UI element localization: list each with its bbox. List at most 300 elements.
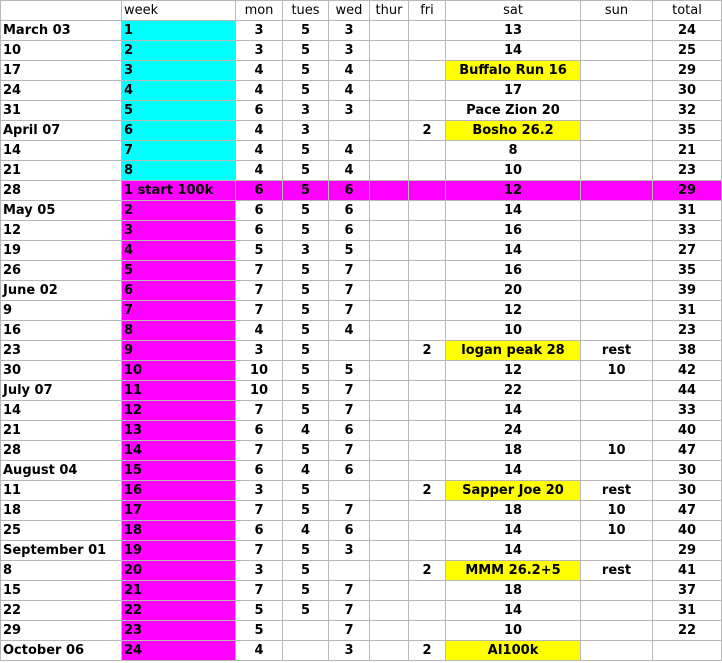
cell-thur[interactable]	[370, 141, 409, 161]
cell-tues[interactable]: 5	[283, 181, 329, 201]
cell-sat[interactable]: 10	[446, 161, 581, 181]
cell-total[interactable]: 31	[653, 301, 722, 321]
cell-mon[interactable]: 4	[236, 61, 283, 81]
cell-tues[interactable]: 5	[283, 401, 329, 421]
cell-week[interactable]: 4	[122, 241, 236, 261]
cell-thur[interactable]	[370, 461, 409, 481]
cell-tues[interactable]: 5	[283, 261, 329, 281]
cell-mon[interactable]: 3	[236, 481, 283, 501]
cell-date[interactable]: September 01	[1, 541, 122, 561]
cell-total[interactable]: 39	[653, 281, 722, 301]
cell-sat[interactable]: 14	[446, 401, 581, 421]
cell-sun[interactable]	[581, 381, 653, 401]
cell-tues[interactable]: 5	[283, 301, 329, 321]
header-wed[interactable]: wed	[329, 1, 370, 21]
cell-week[interactable]: 16	[122, 481, 236, 501]
cell-date[interactable]: 29	[1, 621, 122, 641]
cell-wed[interactable]: 6	[329, 181, 370, 201]
cell-wed[interactable]	[329, 121, 370, 141]
cell-date[interactable]: 21	[1, 421, 122, 441]
cell-week[interactable]: 6	[122, 121, 236, 141]
cell-fri[interactable]	[409, 101, 446, 121]
cell-thur[interactable]	[370, 561, 409, 581]
cell-sun[interactable]	[581, 181, 653, 201]
cell-tues[interactable]: 5	[283, 441, 329, 461]
cell-fri[interactable]	[409, 221, 446, 241]
cell-fri[interactable]	[409, 321, 446, 341]
cell-wed[interactable]: 7	[329, 281, 370, 301]
cell-sat[interactable]: 18	[446, 581, 581, 601]
cell-total[interactable]: 25	[653, 41, 722, 61]
cell-mon[interactable]: 10	[236, 361, 283, 381]
cell-week[interactable]: 7	[122, 141, 236, 161]
cell-date[interactable]: 18	[1, 501, 122, 521]
cell-mon[interactable]: 4	[236, 81, 283, 101]
cell-tues[interactable]: 5	[283, 581, 329, 601]
cell-mon[interactable]: 6	[236, 461, 283, 481]
cell-date[interactable]: 11	[1, 481, 122, 501]
cell-mon[interactable]: 4	[236, 121, 283, 141]
cell-sat[interactable]: Buffalo Run 16	[446, 61, 581, 81]
cell-wed[interactable]: 7	[329, 381, 370, 401]
cell-week[interactable]: 5	[122, 261, 236, 281]
cell-date[interactable]: 21	[1, 161, 122, 181]
cell-date[interactable]: 30	[1, 361, 122, 381]
cell-sat[interactable]: 10	[446, 621, 581, 641]
cell-sat[interactable]: Sapper Joe 20	[446, 481, 581, 501]
cell-tues[interactable]: 5	[283, 221, 329, 241]
cell-mon[interactable]: 3	[236, 341, 283, 361]
cell-week[interactable]: 2	[122, 201, 236, 221]
cell-thur[interactable]	[370, 541, 409, 561]
cell-mon[interactable]: 7	[236, 401, 283, 421]
cell-sat[interactable]: 14	[446, 41, 581, 61]
cell-total[interactable]: 24	[653, 21, 722, 41]
cell-mon[interactable]: 7	[236, 581, 283, 601]
cell-fri[interactable]	[409, 261, 446, 281]
cell-wed[interactable]: 4	[329, 81, 370, 101]
cell-fri[interactable]	[409, 381, 446, 401]
cell-fri[interactable]	[409, 281, 446, 301]
cell-sat[interactable]: logan peak 28	[446, 341, 581, 361]
cell-date[interactable]: 22	[1, 601, 122, 621]
cell-mon[interactable]: 7	[236, 261, 283, 281]
cell-thur[interactable]	[370, 21, 409, 41]
cell-mon[interactable]: 6	[236, 421, 283, 441]
cell-fri[interactable]	[409, 41, 446, 61]
header-total[interactable]: total	[653, 1, 722, 21]
cell-total[interactable]: 42	[653, 361, 722, 381]
cell-sun[interactable]	[581, 41, 653, 61]
cell-thur[interactable]	[370, 421, 409, 441]
cell-sat[interactable]: 12	[446, 301, 581, 321]
cell-week[interactable]: 22	[122, 601, 236, 621]
cell-tues[interactable]	[283, 621, 329, 641]
cell-total[interactable]: 44	[653, 381, 722, 401]
cell-thur[interactable]	[370, 361, 409, 381]
cell-date[interactable]: 28	[1, 441, 122, 461]
cell-fri[interactable]	[409, 161, 446, 181]
cell-date[interactable]: 14	[1, 141, 122, 161]
cell-week[interactable]: 21	[122, 581, 236, 601]
cell-mon[interactable]: 7	[236, 281, 283, 301]
cell-tues[interactable]: 5	[283, 141, 329, 161]
cell-tues[interactable]: 4	[283, 521, 329, 541]
cell-sat[interactable]: 14	[446, 521, 581, 541]
cell-wed[interactable]: 3	[329, 101, 370, 121]
cell-mon[interactable]: 4	[236, 321, 283, 341]
cell-fri[interactable]	[409, 541, 446, 561]
cell-sun[interactable]	[581, 161, 653, 181]
header-tues[interactable]: tues	[283, 1, 329, 21]
cell-sat[interactable]: 16	[446, 261, 581, 281]
cell-tues[interactable]: 5	[283, 341, 329, 361]
cell-sat[interactable]: AI100k	[446, 641, 581, 661]
cell-sun[interactable]	[581, 641, 653, 661]
cell-mon[interactable]: 5	[236, 601, 283, 621]
cell-tues[interactable]: 5	[283, 161, 329, 181]
cell-tues[interactable]: 5	[283, 601, 329, 621]
cell-mon[interactable]: 4	[236, 641, 283, 661]
cell-sat[interactable]: 17	[446, 81, 581, 101]
cell-week[interactable]: 9	[122, 341, 236, 361]
cell-wed[interactable]: 3	[329, 641, 370, 661]
cell-sun[interactable]	[581, 281, 653, 301]
cell-thur[interactable]	[370, 101, 409, 121]
cell-total[interactable]: 23	[653, 321, 722, 341]
cell-sun[interactable]	[581, 541, 653, 561]
cell-sun[interactable]: rest	[581, 561, 653, 581]
cell-tues[interactable]: 5	[283, 81, 329, 101]
cell-wed[interactable]	[329, 481, 370, 501]
cell-week[interactable]: 12	[122, 401, 236, 421]
cell-mon[interactable]: 6	[236, 181, 283, 201]
cell-wed[interactable]: 7	[329, 301, 370, 321]
cell-total[interactable]: 47	[653, 501, 722, 521]
cell-tues[interactable]: 5	[283, 481, 329, 501]
cell-thur[interactable]	[370, 61, 409, 81]
cell-thur[interactable]	[370, 581, 409, 601]
cell-mon[interactable]: 4	[236, 161, 283, 181]
cell-wed[interactable]: 4	[329, 141, 370, 161]
cell-sun[interactable]	[581, 261, 653, 281]
cell-sun[interactable]	[581, 401, 653, 421]
cell-date[interactable]: 26	[1, 261, 122, 281]
cell-total[interactable]: 21	[653, 141, 722, 161]
cell-wed[interactable]: 7	[329, 621, 370, 641]
cell-total[interactable]: 30	[653, 481, 722, 501]
cell-wed[interactable]	[329, 561, 370, 581]
cell-thur[interactable]	[370, 181, 409, 201]
cell-week[interactable]: 18	[122, 521, 236, 541]
cell-date[interactable]: March 03	[1, 21, 122, 41]
cell-wed[interactable]: 3	[329, 41, 370, 61]
cell-sun[interactable]	[581, 421, 653, 441]
cell-sat[interactable]: 22	[446, 381, 581, 401]
cell-tues[interactable]: 4	[283, 421, 329, 441]
cell-wed[interactable]: 3	[329, 21, 370, 41]
cell-thur[interactable]	[370, 221, 409, 241]
cell-thur[interactable]	[370, 261, 409, 281]
cell-tues[interactable]: 5	[283, 541, 329, 561]
cell-fri[interactable]	[409, 441, 446, 461]
cell-date[interactable]: July 07	[1, 381, 122, 401]
cell-tues[interactable]: 5	[283, 281, 329, 301]
cell-mon[interactable]: 3	[236, 561, 283, 581]
cell-date[interactable]: 25	[1, 521, 122, 541]
cell-total[interactable]: 23	[653, 161, 722, 181]
cell-week[interactable]: 20	[122, 561, 236, 581]
cell-fri[interactable]: 2	[409, 561, 446, 581]
cell-fri[interactable]	[409, 361, 446, 381]
cell-total[interactable]: 31	[653, 201, 722, 221]
header-sat[interactable]: sat	[446, 1, 581, 21]
cell-wed[interactable]: 5	[329, 361, 370, 381]
cell-thur[interactable]	[370, 161, 409, 181]
cell-tues[interactable]: 3	[283, 101, 329, 121]
cell-sun[interactable]	[581, 321, 653, 341]
cell-week[interactable]: 1 start 100k	[122, 181, 236, 201]
cell-fri[interactable]	[409, 81, 446, 101]
cell-mon[interactable]: 3	[236, 41, 283, 61]
cell-sat[interactable]: Bosho 26.2	[446, 121, 581, 141]
cell-date[interactable]: October 06	[1, 641, 122, 661]
cell-thur[interactable]	[370, 121, 409, 141]
cell-thur[interactable]	[370, 41, 409, 61]
cell-week[interactable]: 10	[122, 361, 236, 381]
cell-sat[interactable]: 8	[446, 141, 581, 161]
cell-wed[interactable]	[329, 341, 370, 361]
cell-total[interactable]: 37	[653, 581, 722, 601]
cell-sun[interactable]: rest	[581, 481, 653, 501]
cell-mon[interactable]: 7	[236, 501, 283, 521]
cell-sun[interactable]: 10	[581, 501, 653, 521]
cell-total[interactable]: 41	[653, 561, 722, 581]
cell-date[interactable]: April 07	[1, 121, 122, 141]
cell-week[interactable]: 2	[122, 41, 236, 61]
cell-sat[interactable]: 20	[446, 281, 581, 301]
cell-sat[interactable]: 14	[446, 241, 581, 261]
cell-date[interactable]: 24	[1, 81, 122, 101]
cell-fri[interactable]	[409, 301, 446, 321]
cell-sat[interactable]: 12	[446, 181, 581, 201]
cell-date[interactable]: August 04	[1, 461, 122, 481]
cell-sat[interactable]: 18	[446, 501, 581, 521]
cell-sun[interactable]	[581, 601, 653, 621]
cell-wed[interactable]: 5	[329, 241, 370, 261]
cell-tues[interactable]: 3	[283, 121, 329, 141]
cell-total[interactable]: 27	[653, 241, 722, 261]
cell-tues[interactable]: 5	[283, 21, 329, 41]
cell-fri[interactable]	[409, 21, 446, 41]
cell-sun[interactable]	[581, 61, 653, 81]
cell-week[interactable]: 8	[122, 321, 236, 341]
cell-mon[interactable]: 6	[236, 201, 283, 221]
cell-total[interactable]: 33	[653, 221, 722, 241]
cell-sat[interactable]: 16	[446, 221, 581, 241]
cell-sat[interactable]: Pace Zion 20	[446, 101, 581, 121]
header-mon[interactable]: mon	[236, 1, 283, 21]
cell-week[interactable]: 24	[122, 641, 236, 661]
cell-total[interactable]: 47	[653, 441, 722, 461]
cell-total[interactable]: 38	[653, 341, 722, 361]
cell-sun[interactable]	[581, 301, 653, 321]
cell-tues[interactable]: 3	[283, 241, 329, 261]
cell-date[interactable]: 8	[1, 561, 122, 581]
cell-date[interactable]: 10	[1, 41, 122, 61]
cell-wed[interactable]: 4	[329, 161, 370, 181]
cell-thur[interactable]	[370, 281, 409, 301]
cell-mon[interactable]: 10	[236, 381, 283, 401]
cell-mon[interactable]: 5	[236, 621, 283, 641]
cell-fri[interactable]	[409, 241, 446, 261]
cell-sun[interactable]	[581, 141, 653, 161]
cell-fri[interactable]	[409, 421, 446, 441]
cell-sat[interactable]: 14	[446, 601, 581, 621]
cell-fri[interactable]	[409, 501, 446, 521]
cell-mon[interactable]: 7	[236, 541, 283, 561]
cell-wed[interactable]: 6	[329, 201, 370, 221]
cell-thur[interactable]	[370, 501, 409, 521]
cell-sun[interactable]: 10	[581, 361, 653, 381]
cell-date[interactable]: 19	[1, 241, 122, 261]
cell-thur[interactable]	[370, 601, 409, 621]
cell-tues[interactable]	[283, 641, 329, 661]
cell-date[interactable]: 9	[1, 301, 122, 321]
header-thur[interactable]: thur	[370, 1, 409, 21]
cell-week[interactable]: 8	[122, 161, 236, 181]
cell-thur[interactable]	[370, 641, 409, 661]
cell-week[interactable]: 4	[122, 81, 236, 101]
cell-fri[interactable]: 2	[409, 481, 446, 501]
cell-thur[interactable]	[370, 441, 409, 461]
cell-date[interactable]: 14	[1, 401, 122, 421]
cell-total[interactable]: 40	[653, 521, 722, 541]
cell-tues[interactable]: 5	[283, 201, 329, 221]
cell-sun[interactable]	[581, 621, 653, 641]
cell-tues[interactable]: 4	[283, 461, 329, 481]
cell-sun[interactable]	[581, 461, 653, 481]
cell-sat[interactable]: 24	[446, 421, 581, 441]
cell-thur[interactable]	[370, 81, 409, 101]
cell-week[interactable]: 23	[122, 621, 236, 641]
cell-sun[interactable]	[581, 21, 653, 41]
cell-tues[interactable]: 5	[283, 41, 329, 61]
cell-fri[interactable]	[409, 141, 446, 161]
cell-tues[interactable]: 5	[283, 501, 329, 521]
cell-sun[interactable]	[581, 241, 653, 261]
cell-week[interactable]: 19	[122, 541, 236, 561]
cell-date[interactable]: 12	[1, 221, 122, 241]
cell-sun[interactable]	[581, 221, 653, 241]
cell-sun[interactable]: 10	[581, 521, 653, 541]
cell-week[interactable]: 6	[122, 281, 236, 301]
cell-sat[interactable]: 12	[446, 361, 581, 381]
header-week[interactable]: week	[122, 1, 236, 21]
cell-mon[interactable]: 4	[236, 141, 283, 161]
cell-thur[interactable]	[370, 481, 409, 501]
cell-thur[interactable]	[370, 521, 409, 541]
cell-mon[interactable]: 7	[236, 301, 283, 321]
header-date[interactable]	[1, 1, 122, 21]
cell-tues[interactable]: 5	[283, 61, 329, 81]
cell-tues[interactable]: 5	[283, 321, 329, 341]
cell-tues[interactable]: 5	[283, 361, 329, 381]
cell-fri[interactable]	[409, 461, 446, 481]
cell-total[interactable]: 32	[653, 101, 722, 121]
header-fri[interactable]: fri	[409, 1, 446, 21]
cell-fri[interactable]	[409, 181, 446, 201]
cell-total[interactable]: 33	[653, 401, 722, 421]
cell-sun[interactable]: 10	[581, 441, 653, 461]
cell-mon[interactable]: 6	[236, 221, 283, 241]
cell-week[interactable]: 17	[122, 501, 236, 521]
cell-week[interactable]: 14	[122, 441, 236, 461]
cell-total[interactable]: 40	[653, 421, 722, 441]
cell-total[interactable]: 29	[653, 61, 722, 81]
cell-fri[interactable]: 2	[409, 341, 446, 361]
cell-wed[interactable]: 7	[329, 601, 370, 621]
cell-thur[interactable]	[370, 401, 409, 421]
header-sun[interactable]: sun	[581, 1, 653, 21]
cell-total[interactable]: 35	[653, 121, 722, 141]
cell-fri[interactable]	[409, 621, 446, 641]
cell-mon[interactable]: 6	[236, 101, 283, 121]
cell-wed[interactable]: 6	[329, 521, 370, 541]
cell-date[interactable]: 23	[1, 341, 122, 361]
cell-thur[interactable]	[370, 381, 409, 401]
cell-sat[interactable]: 13	[446, 21, 581, 41]
cell-total[interactable]: 22	[653, 621, 722, 641]
cell-thur[interactable]	[370, 201, 409, 221]
cell-wed[interactable]: 4	[329, 321, 370, 341]
cell-week[interactable]: 15	[122, 461, 236, 481]
cell-sat[interactable]: MMM 26.2+5	[446, 561, 581, 581]
cell-date[interactable]: June 02	[1, 281, 122, 301]
cell-fri[interactable]	[409, 581, 446, 601]
cell-week[interactable]: 5	[122, 101, 236, 121]
cell-thur[interactable]	[370, 241, 409, 261]
cell-thur[interactable]	[370, 301, 409, 321]
cell-fri[interactable]: 2	[409, 121, 446, 141]
cell-total[interactable]	[653, 641, 722, 661]
cell-tues[interactable]: 5	[283, 561, 329, 581]
cell-wed[interactable]: 7	[329, 261, 370, 281]
cell-date[interactable]: 16	[1, 321, 122, 341]
cell-wed[interactable]: 7	[329, 501, 370, 521]
cell-sat[interactable]: 18	[446, 441, 581, 461]
cell-sat[interactable]: 14	[446, 461, 581, 481]
cell-mon[interactable]: 3	[236, 21, 283, 41]
cell-thur[interactable]	[370, 321, 409, 341]
cell-sat[interactable]: 14	[446, 201, 581, 221]
cell-sun[interactable]: rest	[581, 341, 653, 361]
cell-mon[interactable]: 7	[236, 441, 283, 461]
cell-tues[interactable]: 5	[283, 381, 329, 401]
cell-sun[interactable]	[581, 581, 653, 601]
cell-fri[interactable]	[409, 201, 446, 221]
cell-sat[interactable]: 10	[446, 321, 581, 341]
cell-sun[interactable]	[581, 121, 653, 141]
cell-fri[interactable]	[409, 401, 446, 421]
cell-total[interactable]: 30	[653, 81, 722, 101]
cell-date[interactable]: 15	[1, 581, 122, 601]
cell-sat[interactable]: 14	[446, 541, 581, 561]
cell-wed[interactable]: 7	[329, 581, 370, 601]
cell-wed[interactable]: 6	[329, 461, 370, 481]
cell-wed[interactable]: 6	[329, 421, 370, 441]
cell-fri[interactable]	[409, 601, 446, 621]
